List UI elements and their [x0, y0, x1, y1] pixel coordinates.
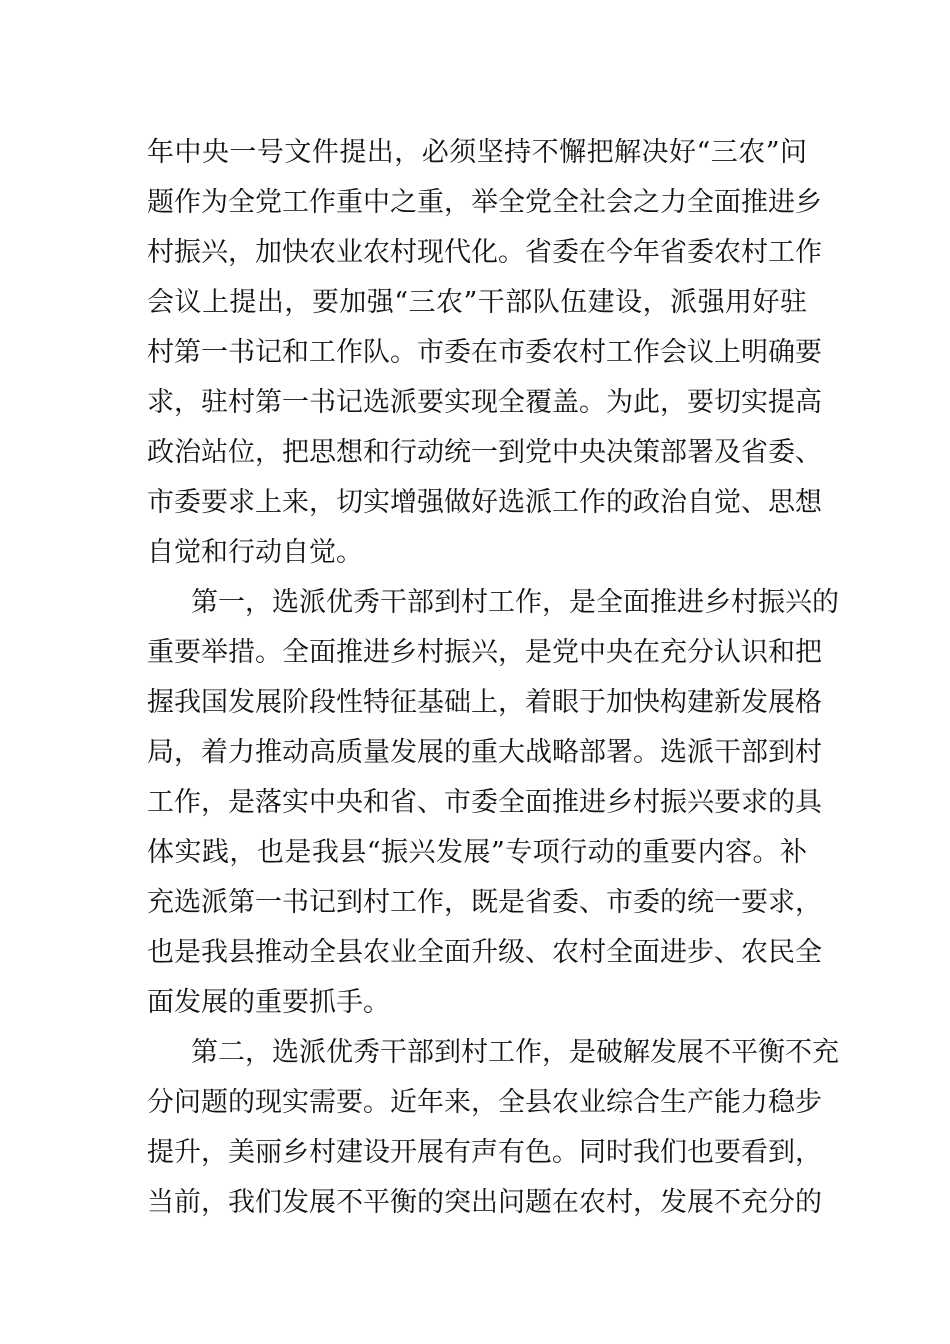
text-line: 也是我县推动全县农业全面升级、农村全面进步、农民全: [147, 937, 822, 968]
text-line: 工作，是落实中央和省、市委全面推进乡村振兴要求的具: [147, 787, 822, 818]
text-line: 提升，美丽乡村建设开展有声有色。同时我们也要看到，: [147, 1137, 822, 1168]
text-line: 年中央一号文件提出，必须坚持不懈把解决好“三农”问: [147, 137, 807, 168]
text-line: 重要举措。全面推进乡村振兴，是党中央在充分认识和把: [147, 637, 822, 668]
text-line: 村第一书记和工作队。市委在市委农村工作会议上明确要: [147, 337, 822, 368]
text-line: 题作为全党工作重中之重，举全党全社会之力全面推进乡: [147, 187, 822, 218]
text-line: 局，着力推动高质量发展的重大战略部署。选派干部到村: [147, 737, 822, 768]
text-line: 面发展的重要抓手。: [147, 987, 390, 1018]
paragraph-first-line: 第二，选派优秀干部到村工作，是破解发展不平衡不充: [191, 1037, 839, 1068]
text-line: 求，驻村第一书记选派要实现全覆盖。为此，要切实提高: [147, 387, 822, 418]
text-line: 会议上提出，要加强“三农”干部队伍建设，派强用好驻: [147, 287, 807, 318]
text-line: 自觉和行动自觉。: [147, 537, 363, 568]
text-line: 握我国发展阶段性特征基础上，着眼于加快构建新发展格: [147, 687, 822, 718]
paragraph-first-line: 第一，选派优秀干部到村工作，是全面推进乡村振兴的: [191, 587, 839, 618]
text-line: 村振兴，加快农业农村现代化。省委在今年省委农村工作: [147, 237, 822, 268]
text-line: 市委要求上来，切实增强做好选派工作的政治自觉、思想: [147, 487, 822, 518]
text-line: 充选派第一书记到村工作，既是省委、市委的统一要求，: [147, 887, 822, 918]
text-line: 当前，我们发展不平衡的突出问题在农村，发展不充分的: [147, 1187, 822, 1218]
text-line: 体实践，也是我县“振兴发展”专项行动的重要内容。补: [147, 837, 807, 868]
text-line: 政治站位，把思想和行动统一到党中央决策部署及省委、: [147, 437, 822, 468]
text-line: 分问题的现实需要。近年来，全县农业综合生产能力稳步: [147, 1087, 822, 1118]
